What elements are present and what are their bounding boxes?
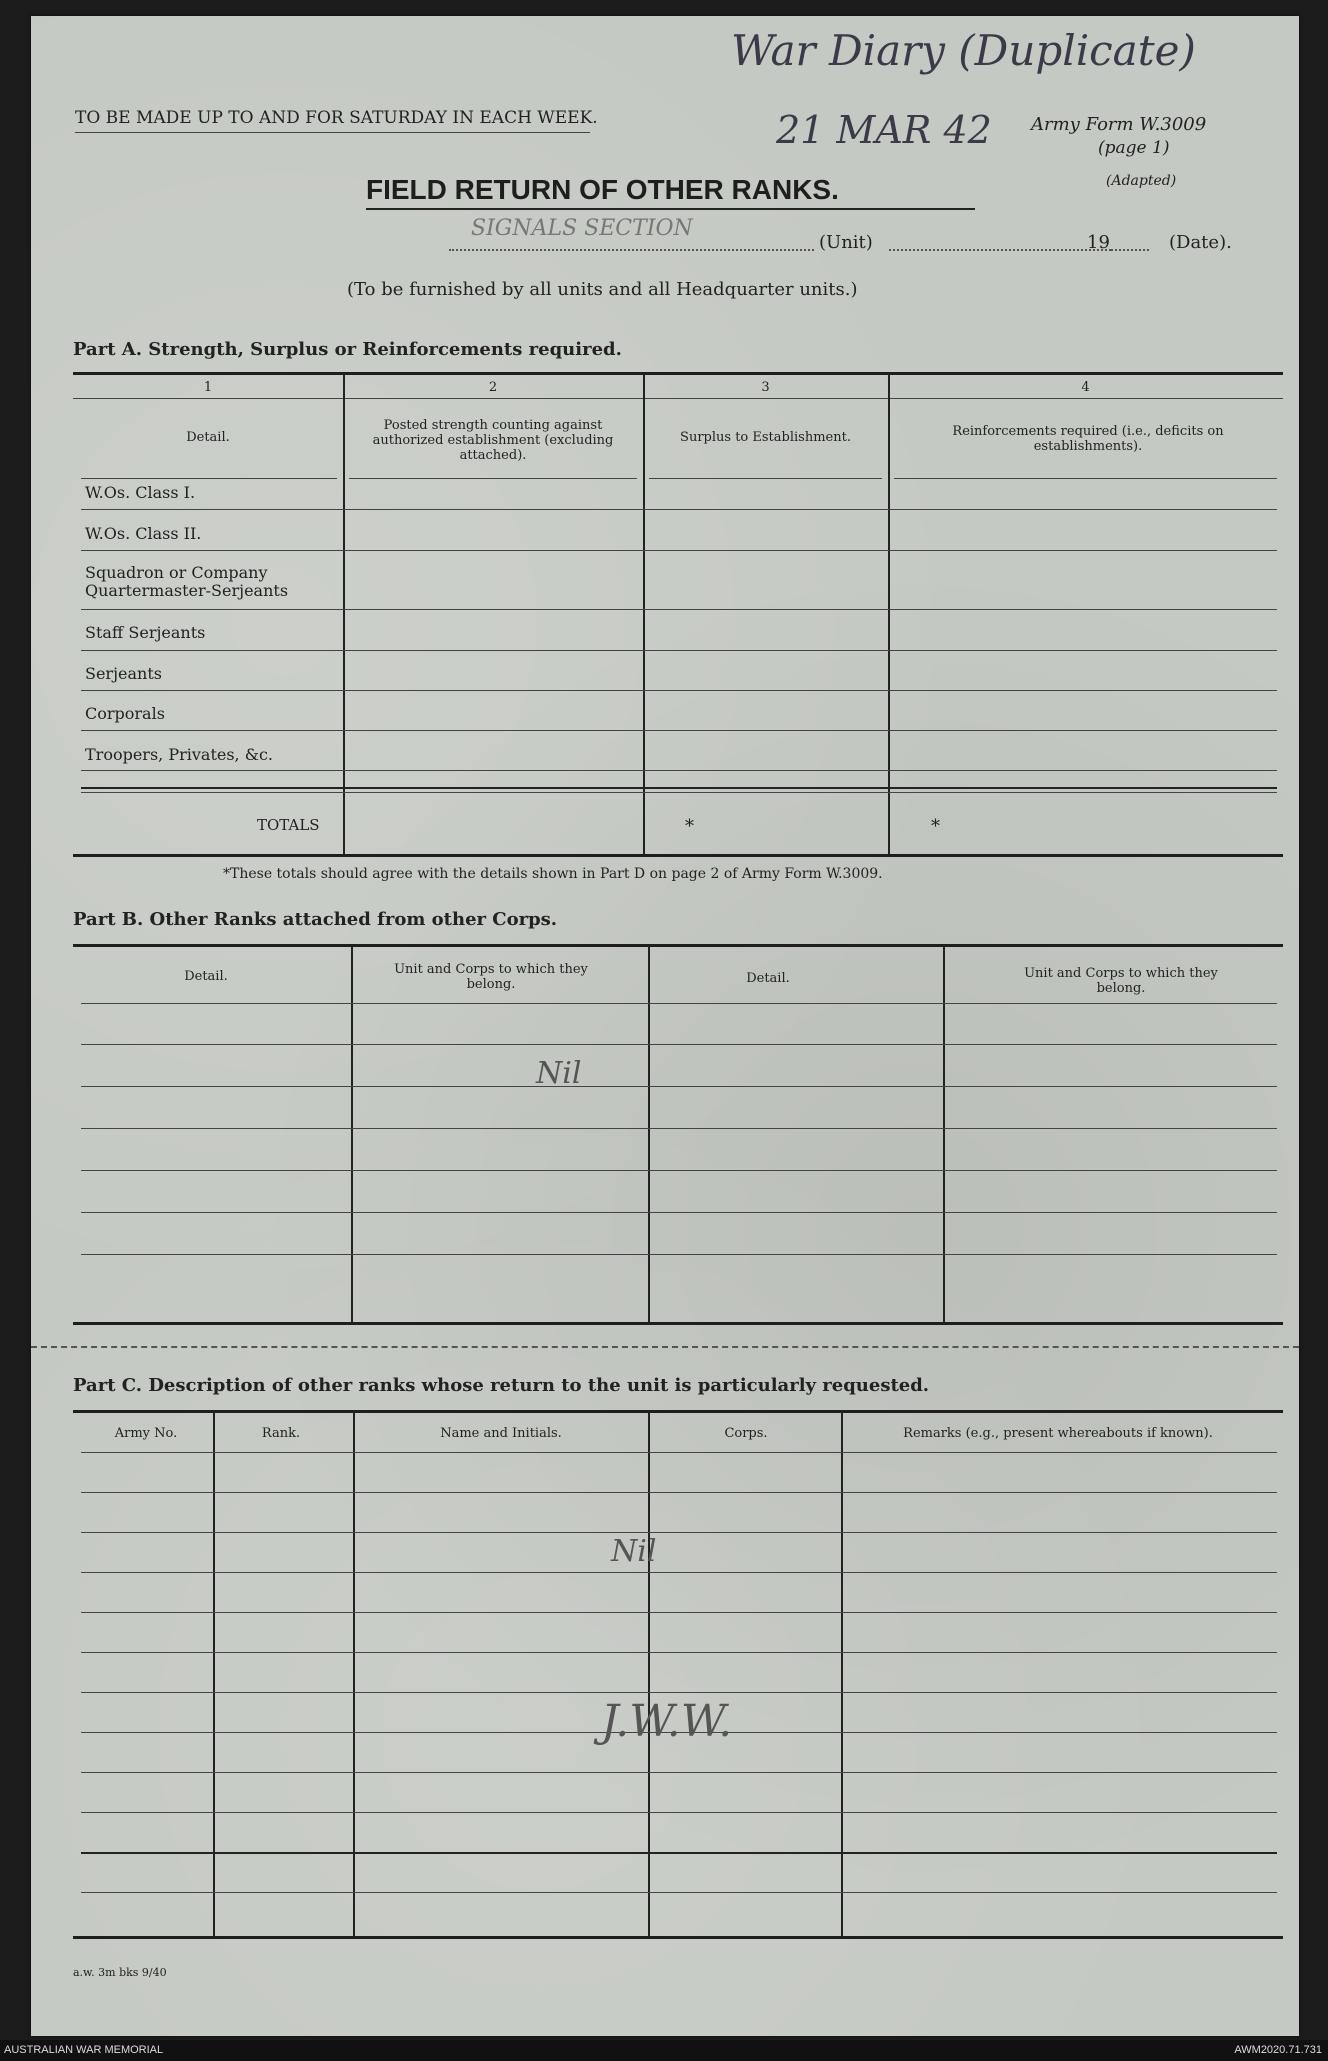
handwritten-title: War Diary (Duplicate): [731, 26, 1196, 75]
col-number-rule: [73, 398, 1283, 399]
col-header-reinforcements: Reinforcements required (i.e., deficits on establishments).: [952, 424, 1224, 454]
col-header-surplus: Surplus to Establishment.: [680, 430, 851, 445]
part-b-row-rule: [81, 1086, 1277, 1087]
part-c-lower-rule: [81, 1852, 1277, 1854]
part-a-top-rule: [73, 372, 1283, 375]
part-b-bottom-rule: [73, 1322, 1283, 1325]
part-c-row-rule: [81, 1532, 1277, 1533]
col-number-3: 3: [761, 380, 770, 395]
date-field-line: [889, 249, 1111, 251]
unit-field-line: [449, 249, 814, 251]
furnished-note: (To be furnished by all units and all Headquarter units.): [347, 279, 858, 300]
part-c-row-rule: [81, 1652, 1277, 1653]
part-a-row-rule: [81, 690, 1277, 691]
part-c-row-rule: [81, 1572, 1277, 1573]
totals-label: TOTALS: [257, 816, 320, 834]
part-b-header-detail-1: Detail.: [184, 969, 228, 984]
handwritten-unit: SIGNALS SECTION: [471, 216, 693, 241]
part-c-bottom-rule: [73, 1936, 1283, 1939]
part-a-row-rule: [81, 609, 1277, 610]
perforation-line: [31, 1346, 1299, 1348]
part-a-divider-3: [888, 374, 890, 857]
part-b-top-rule: [73, 944, 1283, 947]
part-c-header-remarks: Remarks (e.g., present whereabouts if known).: [903, 1426, 1213, 1441]
part-b-header-detail-2: Detail.: [746, 971, 790, 986]
detail-header-rule: [81, 478, 337, 479]
part-b-row-rule: [81, 1044, 1277, 1045]
row-label-corporals: Corporals: [85, 704, 165, 723]
year-prefix: 19: [1087, 232, 1110, 253]
date-label: (Date).: [1169, 232, 1232, 253]
row-label-staff-serjeants: Staff Serjeants: [85, 623, 206, 642]
posted-header-rule: [349, 478, 637, 479]
part-b-row-rule: [81, 1170, 1277, 1171]
year-field-line: [1111, 249, 1149, 251]
part-c-row-rule: [81, 1612, 1277, 1613]
instruction-underline: [75, 132, 590, 133]
part-a-divider-1: [343, 374, 345, 857]
part-b-heading: Part B. Other Ranks attached from other Corps.: [73, 909, 558, 930]
reinforcements-total-asterisk: *: [931, 816, 940, 837]
part-a-totals-top-rule: [81, 787, 1277, 789]
part-c-header-name: Name and Initials.: [440, 1426, 562, 1441]
part-a-divider-2: [643, 374, 645, 857]
part-c-handwritten-nil: Nil: [611, 1534, 657, 1569]
part-c-row-rule: [81, 1892, 1277, 1893]
part-a-row-rule: [81, 730, 1277, 731]
row-label-troopers-privates: Troopers, Privates, &c.: [85, 745, 274, 764]
col-number-2: 2: [488, 380, 498, 395]
surplus-total-asterisk: *: [685, 816, 694, 837]
part-c-heading: Part C. Description of other ranks whose return to the unit is particularly requested.: [73, 1375, 930, 1396]
part-a-row-rule: [81, 550, 1277, 551]
adapted-label: (Adapted): [1106, 173, 1177, 189]
archive-institution: AUSTRALIAN WAR MEMORIAL: [4, 2044, 164, 2056]
page-number: (page 1): [1098, 138, 1170, 158]
part-a-row-rule: [81, 509, 1277, 510]
part-c-header-rank: Rank.: [261, 1426, 301, 1441]
part-b-row-rule: [81, 1212, 1277, 1213]
col-number-1: 1: [203, 380, 213, 395]
col-header-posted-strength: Posted strength counting against authorized establishment (excluding attached).: [372, 418, 614, 463]
row-label-wo-class-1: W.Os. Class I.: [85, 483, 196, 502]
part-c-divider-3: [648, 1412, 650, 1938]
surplus-header-rule: [649, 478, 882, 479]
part-b-header-rule: [81, 1003, 1277, 1004]
archive-footer: [0, 2040, 1328, 2061]
part-a-row-rule: [81, 770, 1277, 771]
part-a-row-rule: [81, 650, 1277, 651]
part-a-totals-top-rule-2: [81, 792, 1277, 793]
part-a-heading: Part A. Strength, Surplus or Reinforcements required.: [73, 339, 622, 360]
title-underline: [366, 208, 975, 210]
reinf-header-rule: [894, 478, 1277, 479]
unit-label: (Unit): [819, 232, 873, 253]
part-c-divider-2: [353, 1412, 355, 1938]
form-page: [31, 16, 1299, 2036]
part-c-row-rule: [81, 1492, 1277, 1493]
part-c-divider-4: [841, 1412, 843, 1938]
handwritten-date: 21 MAR 42: [776, 108, 992, 152]
part-b-handwritten-nil: Nil: [536, 1056, 582, 1091]
print-code: a.w. 3m bks 9/40: [73, 1966, 167, 1979]
part-b-header-unit-corps-2: Unit and Corps to which they belong.: [1024, 966, 1218, 996]
part-c-header-corps: Corps.: [724, 1426, 768, 1441]
part-c-header-army-no: Army No.: [114, 1426, 178, 1441]
part-b-row-rule: [81, 1254, 1277, 1255]
part-b-row-rule: [81, 1128, 1277, 1129]
page-title: FIELD RETURN OF OTHER RANKS.: [366, 174, 839, 205]
part-c-row-rule: [81, 1692, 1277, 1693]
part-c-row-rule: [81, 1812, 1277, 1813]
part-c-top-rule: [73, 1410, 1283, 1413]
archive-accession-number: AWM2020.71.731: [1234, 2044, 1322, 2056]
row-label-qm-serjeants: Squadron or Company Quartermaster-Serjeants: [85, 563, 289, 600]
row-label-serjeants: Serjeants: [85, 664, 162, 683]
col-header-detail: Detail.: [186, 430, 230, 445]
part-c-row-rule: [81, 1772, 1277, 1773]
part-c-header-rule: [81, 1452, 1277, 1453]
part-c-divider-1: [213, 1412, 215, 1938]
part-c-handwritten-initials: J.W.W.: [601, 1696, 733, 1747]
part-a-footnote: *These totals should agree with the details shown in Part D on page 2 of Army Form W.3009.: [223, 866, 883, 882]
form-number: Army Form W.3009: [1031, 114, 1207, 135]
col-number-4: 4: [1081, 380, 1090, 395]
row-label-wo-class-2: W.Os. Class II.: [85, 524, 202, 543]
part-a-bottom-rule: [73, 854, 1283, 857]
part-b-header-unit-corps-1: Unit and Corps to which they belong.: [394, 962, 588, 992]
instruction-text: TO BE MADE UP TO AND FOR SATURDAY IN EACH WEEK.: [75, 108, 598, 128]
